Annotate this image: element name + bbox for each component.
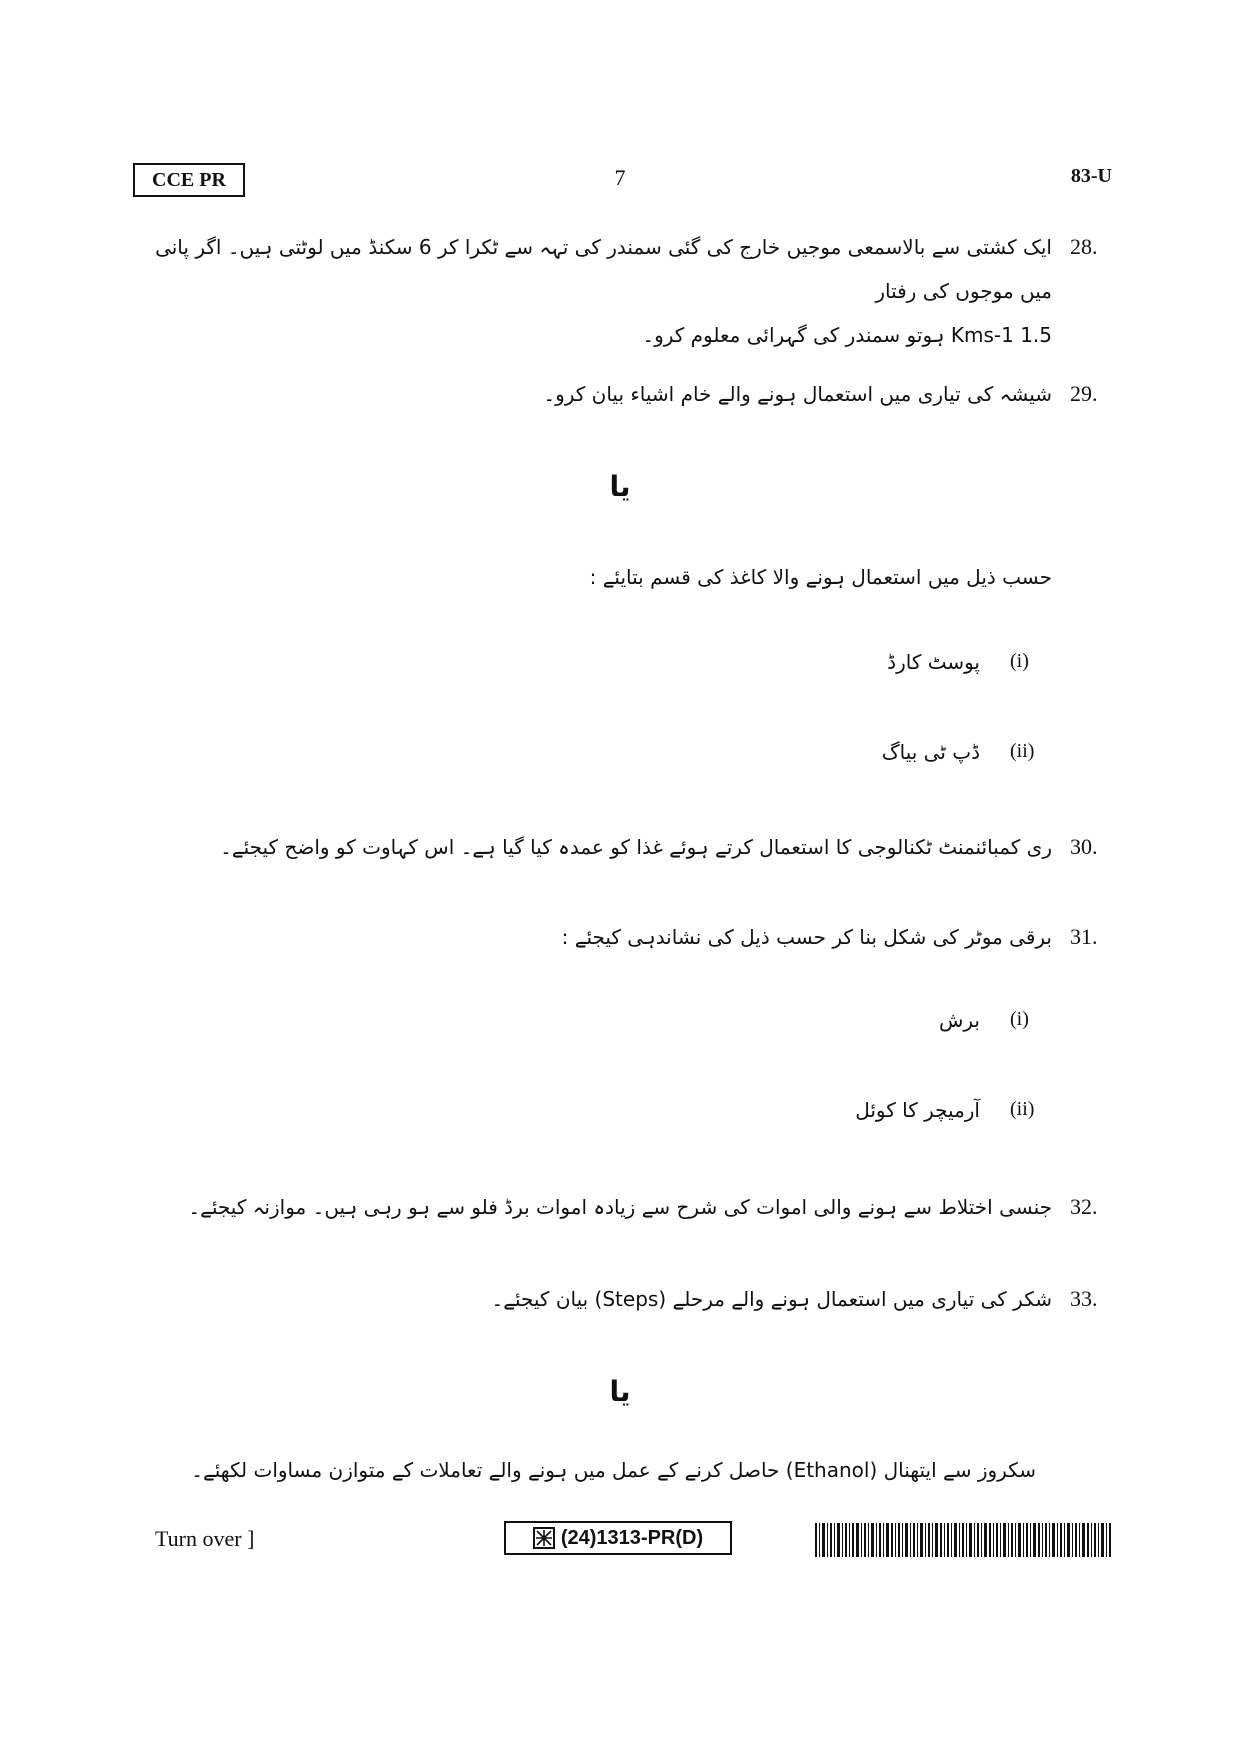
barcode	[815, 1523, 1111, 1557]
sub-item-number: (ii)	[1010, 1098, 1035, 1120]
question-29	[124, 372, 1114, 416]
question-number: 33.	[1070, 1286, 1098, 1311]
question-text-line-1: ایک کشتی سے بالاسمعی موجیں خارج کی گئی سمندر کی تہہ سے ٹکرا کر 6 سکنڈ میں لوٹتی ہیں۔ اگر پانی میں موجوں کی رفتار	[155, 235, 1052, 303]
or-separator: یا	[609, 1375, 631, 1408]
sub-item-text: ڈپ ٹی بیاگ	[881, 740, 980, 764]
question-number: 28.	[1070, 234, 1098, 259]
series-label: CCE PR	[133, 163, 245, 197]
question-text: شیشہ کی تیاری میں استعمال ہونے والے خام اشیاء بیان کرو۔	[543, 382, 1052, 406]
page-number: 7	[614, 165, 626, 190]
emblem-icon	[533, 1527, 555, 1549]
sub-item-number: (ii)	[1010, 740, 1035, 762]
question-text: ری کمبائنمنٹ ٹکنالوجی کا استعمال کرتے ہوئے غذا کو عمدہ کیا گیا ہے۔ اس کہاوت کو واضح کیجئے۔	[220, 835, 1052, 859]
paper-code-text: (24)1313-PR(D)	[560, 1527, 704, 1549]
sub-item-text: پوسٹ کارڈ	[887, 650, 980, 674]
question-text: سکروز سے ایتھنال (Ethanol) حاصل کرنے کے عمل میں ہونے والے تعاملات کے متوازن مساوات لکھئے۔	[191, 1458, 1036, 1482]
sub-item	[855, 1098, 1050, 1122]
sub-item-number: (i)	[1010, 650, 1029, 672]
question-text-line-2: 1.5 Kms-1 ہوتو سمندر کی گہرائی معلوم کرو۔	[642, 323, 1052, 347]
question-text: برقی موٹر کی شکل بنا کر حسب ذیل کی نشاندہی کیجئے :	[561, 925, 1052, 949]
question-paper-code	[504, 1521, 732, 1555]
question-29-alternative	[124, 555, 1114, 599]
question-number: 29.	[1070, 381, 1098, 406]
question-text: شکر کی تیاری میں استعمال ہونے والے مرحلے (Steps) بیان کیجئے۔	[491, 1287, 1052, 1311]
sub-item-text: آرمیچر کا کوئل	[855, 1098, 980, 1122]
question-number: 31.	[1070, 924, 1098, 949]
sub-item-number: (i)	[1010, 1008, 1029, 1030]
question-33-alternative	[124, 1448, 1114, 1492]
question-number: 30.	[1070, 834, 1098, 859]
question-31	[124, 915, 1114, 959]
question-text: حسب ذیل میں استعمال ہونے والا کاغذ کی قسم بتایئے :	[589, 565, 1052, 589]
sub-item	[939, 1008, 1050, 1032]
question-32	[124, 1185, 1114, 1229]
question-33	[124, 1277, 1114, 1321]
question-28	[124, 225, 1114, 357]
paper-code: 83-U	[1070, 165, 1112, 187]
question-30	[124, 825, 1114, 869]
sub-item-text: برش	[938, 1008, 980, 1032]
sub-item	[882, 740, 1050, 764]
turn-over-label: Turn over ]	[155, 1526, 255, 1551]
question-number: 32.	[1070, 1194, 1098, 1219]
question-text: جنسی اختلاط سے ہونے والی اموات کی شرح سے زیادہ اموات برڈ فلو سے ہو رہی ہیں۔ موازنہ کیجئے۔	[188, 1195, 1052, 1219]
or-separator: یا	[609, 470, 631, 503]
sub-item	[887, 650, 1050, 674]
